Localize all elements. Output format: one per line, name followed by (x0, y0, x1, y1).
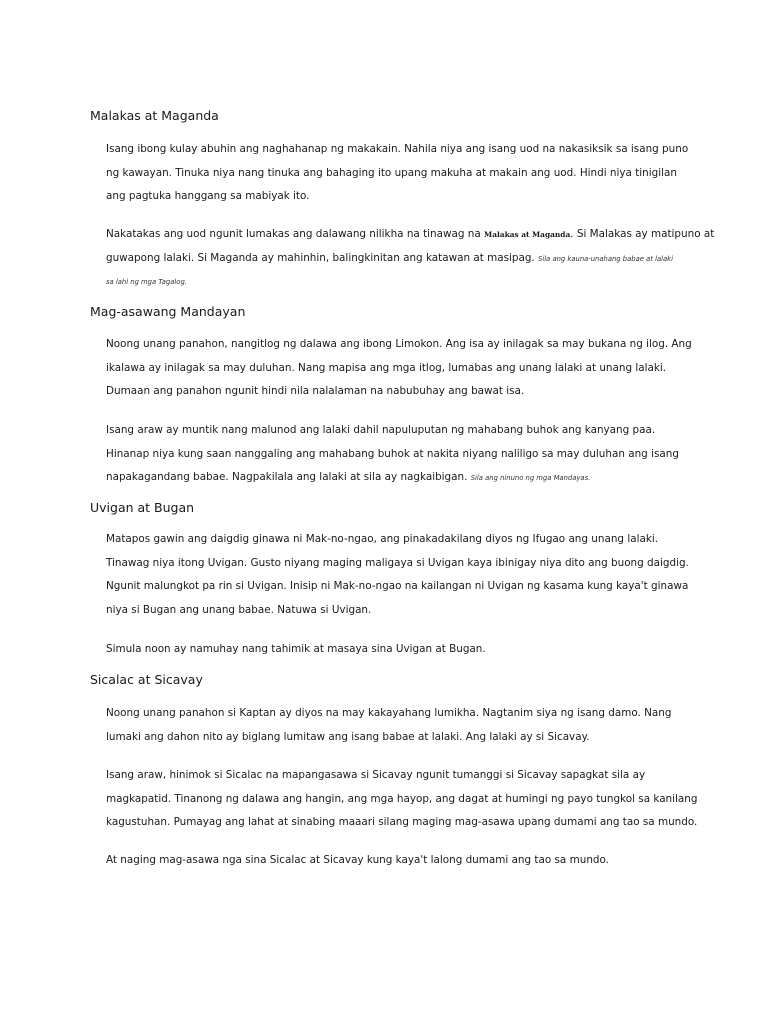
paragraph-line: Matapos gawin ang daigdig ginawa ni Mak-no-ngao, ang pinakadakilang diyos ng Ifugao ang unang lalaki. (106, 533, 659, 545)
paragraph-line: magkapatid. Tinanong ng dalawa ang hangin, ang mga hayop, ang dagat at humingi ng payo tungkol sa kanilang (106, 792, 698, 805)
names-text: Malakas at Maganda (484, 230, 571, 239)
paragraph-line: Dumaan ang panahon ngunit hindi nila nalalaman na nabubuhay ang bawat isa. (106, 385, 525, 397)
paragraph (106, 849, 686, 873)
paragraph-line: ng kawayan. Tinuka niya nang tinuka ang bahaging ito upang makuha at makain ang uod. Hindi niya tinigilan (106, 166, 677, 179)
italic-note: sa lahi ng mga Tagalog. (106, 278, 187, 286)
paragraph-line: Ngunit malungkot pa rin si Uvigan. Inisip ni Mak-no-ngao na kailangan ni Uvigan ng kasama kung kaya't ginawa (106, 580, 689, 592)
paragraph (106, 528, 689, 622)
line-text: . Si Malakas ay matipuno at (570, 228, 715, 240)
paragraph-line: Simula noon ay namuhay nang tahimik at masaya sina Uvigan at Bugan. (106, 643, 486, 655)
paragraph (106, 702, 686, 749)
paragraph-line: Isang ibong kulay abuhin ang naghahanap ng makakain. Nahila niya ang isang uod na nakasiksik sa isang puno (106, 143, 689, 155)
paragraph-line: Noong unang panahon si Kaptan ay diyos na may kakayahang lumikha. Nagtanim siya ng isang damo. Nang (106, 707, 672, 719)
paragraph (106, 419, 686, 491)
paragraph-line: Isang araw ay muntik nang malunod ang lalaki dahil napuluputan ng mahabang buhok ang kanyang paa. (106, 424, 656, 436)
section-title-malakas-at-maganda: Malakas at Maganda (90, 108, 219, 123)
paragraph-line: lumaki ang dahon nito ay biglang lumitaw ang isang babae at lalaki. Ang lalaki ay si Sicavay. (106, 730, 590, 743)
paragraph-line: Hinanap niya kung saan nanggaling ang mahabang buhok at nakita niyang naliligo sa may duluhan ang isang (106, 447, 679, 460)
line-text: Nakatakas ang uod ngunit lumakas ang dalawang nilikha na tinawag na (106, 228, 485, 240)
paragraph-line: ikalawa ay inilagak sa may duluhan. Nang mapisa ang mga itlog, lumabas ang unang lalaki at unang lalaki. (106, 361, 667, 374)
paragraph-line: Tinawag niya itong Uvigan. Gusto niyang maging maligaya si Uvigan kaya ibinigay niya dito ang buong daigdig. (106, 556, 689, 569)
italic-note: Sila ang kauna-unahang babae at lalaki (538, 254, 674, 263)
paragraph (106, 333, 692, 404)
section-title-mag-asawang-mandayan: Mag-asawang Mandayan (90, 304, 246, 319)
paragraph-line (106, 223, 715, 247)
paragraph-line: kagustuhan. Pumayag ang lahat at sinabing maaari silang maging mag-asawa upang dumami ang tao sa mundo. (106, 816, 698, 828)
line-text: guwapong lalaki. Si Maganda ay mahinhin, balingkinitan ang katawan at masipag. (106, 251, 539, 264)
paragraph-line: niya si Bugan ang unang babae. Natuwa si Uvigan. (106, 603, 372, 616)
paragraph-line (106, 466, 686, 491)
line-text: napakagandang babae. Nagpakilala ang lalaki at sila ay nagkaibigan. (106, 471, 471, 483)
paragraph-line (106, 247, 686, 272)
paragraph-line: ang pagtuka hanggang sa mabiyak ito. (106, 190, 310, 202)
paragraph-line: Noong unang panahon, nangitlog ng dalawa ang ibong Limokon. Ang isa ay inilagak sa may bukana ng ilog. Ang (106, 338, 692, 350)
paragraph (106, 138, 689, 209)
italic-note: Sila ang ninuno ng mga Mandayas. (470, 474, 591, 482)
paragraph (106, 223, 715, 295)
section-title-uvigan-at-bugan: Uvigan at Bugan (90, 500, 195, 515)
paragraph (106, 638, 686, 662)
paragraph-line: At naging mag-asawa nga sina Sicalac at Sicavay kung kaya't lalong dumami ang tao sa mundo. (106, 854, 609, 866)
paragraph (106, 764, 698, 835)
paragraph-line: Isang araw, hinimok si Sicalac na mapangasawa si Sicavay ngunit tumanggi si Sicavay sapagkat sila ay (106, 769, 646, 781)
section-title-sicalac-at-sicavay: Sicalac at Sicavay (90, 672, 203, 687)
